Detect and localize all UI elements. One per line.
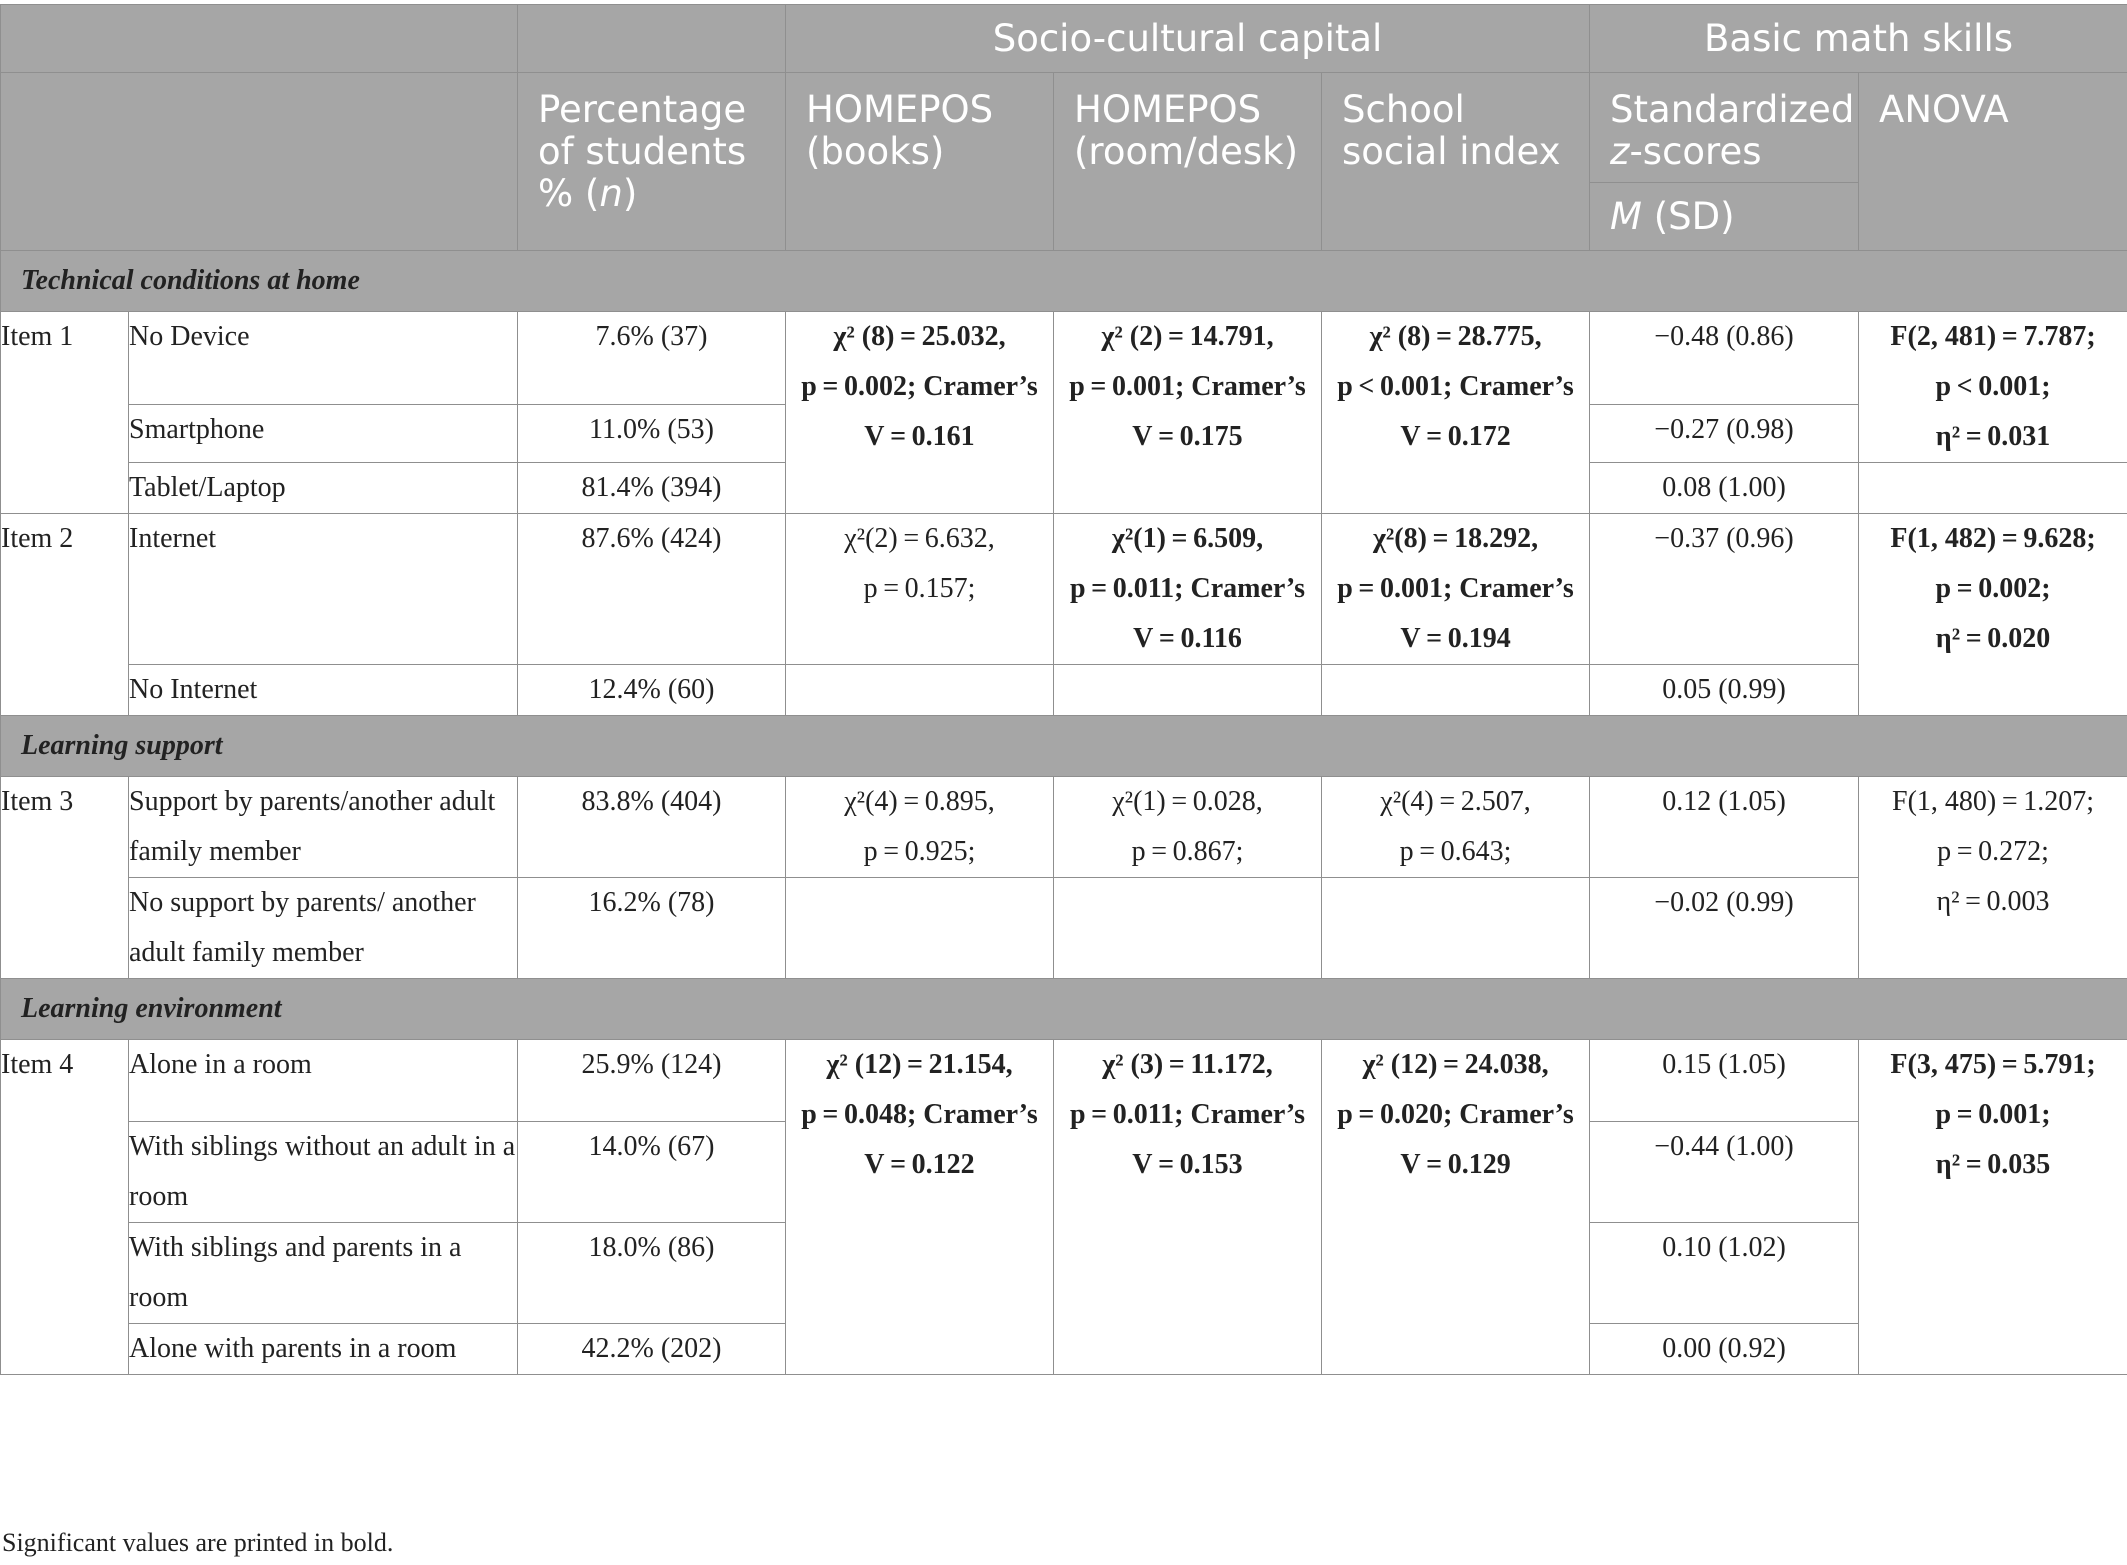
homepos-books-stat xyxy=(786,514,1054,665)
anova-stat xyxy=(1859,514,2127,716)
stat-line: p = 0.002; xyxy=(1935,573,2051,604)
homepos-room-stat xyxy=(1054,1040,1322,1375)
stat-line: χ²(2) = 6.632, xyxy=(844,523,995,554)
category-cell: With siblings without an adult in a room xyxy=(129,1122,518,1223)
header-homepos-room xyxy=(1054,73,1322,251)
header-zscores-z: z xyxy=(1610,130,1630,173)
header-percentage-n: n xyxy=(599,172,623,215)
header-group-sociocultural: Socio-cultural capital xyxy=(786,5,1590,73)
percentage-cell: 42.2% (202) xyxy=(518,1324,786,1375)
empty-cell xyxy=(786,665,1054,716)
header-percentage xyxy=(518,73,786,251)
empty-cell xyxy=(786,878,1054,979)
stat-line: χ²(1) = 0.028, xyxy=(1112,786,1263,817)
results-table xyxy=(0,4,2127,1375)
percentage-cell: 16.2% (78) xyxy=(518,878,786,979)
stat-line: p = 0.011; Cramer’s xyxy=(1069,1099,1306,1130)
header-blank-pct xyxy=(518,5,786,73)
stat-line: p = 0.272; xyxy=(1937,836,2049,867)
stat-line: V = 0.175 xyxy=(1132,421,1243,452)
section-row-learning-support xyxy=(1,716,2127,777)
table-row xyxy=(1,878,2127,979)
stat-line: χ²(1) = 6.509, xyxy=(1111,523,1264,554)
stat-line: p = 0.001; xyxy=(1935,1099,2051,1130)
school-index-stat xyxy=(1322,514,1590,665)
table-row xyxy=(1,312,2127,405)
section-title-learning-support: Learning support xyxy=(1,716,2127,777)
msd-cell: −0.02 (0.99) xyxy=(1590,878,1859,979)
school-index-stat xyxy=(1322,1040,1590,1375)
header-school-index xyxy=(1322,73,1590,251)
stat-line: χ² (2) = 14.791, xyxy=(1101,321,1274,352)
percentage-cell: 14.0% (67) xyxy=(518,1122,786,1223)
anova-stat xyxy=(1859,1040,2127,1375)
header-msd-sd: (SD) xyxy=(1641,194,1735,238)
stat-line: χ² (12) = 24.038, xyxy=(1362,1049,1549,1080)
msd-cell: −0.27 (0.98) xyxy=(1590,405,1859,463)
header-blank xyxy=(1,5,518,73)
stat-line: p < 0.001; xyxy=(1935,371,2051,402)
stat-line: p = 0.011; Cramer’s xyxy=(1069,573,1306,604)
percentage-cell: 12.4% (60) xyxy=(518,665,786,716)
item-label: Item 3 xyxy=(1,777,129,979)
header-blank-2 xyxy=(1,73,518,251)
footnote: Significant values are printed in bold. xyxy=(2,1528,394,1557)
school-index-stat xyxy=(1322,777,1590,878)
header-percentage-line2: of students xyxy=(538,130,747,173)
stat-line: χ² (3) = 11.172, xyxy=(1102,1049,1273,1080)
header-group-math: Basic math skills xyxy=(1590,5,2127,73)
homepos-books-stat xyxy=(786,777,1054,878)
stat-line: η² = 0.003 xyxy=(1936,886,2050,917)
stat-line: η² = 0.035 xyxy=(1935,1149,2051,1180)
table-row xyxy=(1,777,2127,878)
header-percentage-pct: % ( xyxy=(538,172,600,215)
stat-line: χ² (8) = 28.775, xyxy=(1369,321,1542,352)
category-cell: Tablet/Laptop xyxy=(129,463,518,514)
homepos-books-stat xyxy=(786,312,1054,514)
empty-cell xyxy=(1859,463,2127,514)
header-homepos-books-line2: (books) xyxy=(806,130,945,173)
empty-cell xyxy=(1054,878,1322,979)
header-percentage-close: ) xyxy=(622,172,638,215)
msd-cell: −0.48 (0.86) xyxy=(1590,312,1859,405)
stat-line: χ² (12) = 21.154, xyxy=(826,1049,1013,1080)
percentage-cell: 18.0% (86) xyxy=(518,1223,786,1324)
stat-line: p = 0.002; Cramer’s xyxy=(801,371,1038,402)
category-cell: Smartphone xyxy=(129,405,518,463)
stat-line: V = 0.161 xyxy=(864,421,975,452)
stat-line: V = 0.172 xyxy=(1400,421,1511,452)
empty-cell xyxy=(1054,665,1322,716)
category-cell: Support by parents/another adult family member xyxy=(129,777,518,878)
percentage-cell: 81.4% (394) xyxy=(518,463,786,514)
header-msd-m: M xyxy=(1610,194,1642,238)
stat-line: V = 0.122 xyxy=(864,1149,975,1180)
percentage-cell: 25.9% (124) xyxy=(518,1040,786,1122)
header-row-columns xyxy=(1,73,2127,183)
msd-cell: 0.15 (1.05) xyxy=(1590,1040,1859,1122)
category-cell: Alone with parents in a room xyxy=(129,1324,518,1375)
stat-line: p = 0.020; Cramer’s xyxy=(1337,1099,1574,1130)
homepos-books-stat xyxy=(786,1040,1054,1375)
percentage-cell: 7.6% (37) xyxy=(518,312,786,405)
homepos-room-stat xyxy=(1054,514,1322,665)
stat-line: p = 0.048; Cramer’s xyxy=(801,1099,1038,1130)
header-msd xyxy=(1590,183,1859,251)
stat-line: p = 0.001; Cramer’s xyxy=(1337,573,1574,604)
stat-line: p < 0.001; Cramer’s xyxy=(1337,371,1574,402)
stat-line: V = 0.153 xyxy=(1132,1149,1243,1180)
category-cell: No Internet xyxy=(129,665,518,716)
header-homepos-books xyxy=(786,73,1054,251)
empty-cell xyxy=(1322,878,1590,979)
homepos-room-stat xyxy=(1054,312,1322,514)
msd-cell: 0.12 (1.05) xyxy=(1590,777,1859,878)
stat-line: V = 0.194 xyxy=(1400,623,1511,654)
stat-line: η² = 0.031 xyxy=(1935,421,2051,452)
header-zscores xyxy=(1590,73,1859,183)
category-cell: No Device xyxy=(129,312,518,405)
stat-line: F(1, 482) = 9.628; xyxy=(1890,523,2096,554)
header-homepos-room-line2: (room/desk) xyxy=(1074,130,1299,173)
stat-line: p = 0.867; xyxy=(1131,836,1244,867)
section-title-technical: Technical conditions at home xyxy=(1,251,2127,312)
header-zscores-rest: -scores xyxy=(1629,130,1762,173)
stat-line: χ²(8) = 18.292, xyxy=(1372,523,1539,554)
table-row xyxy=(1,665,2127,716)
msd-cell: −0.37 (0.96) xyxy=(1590,514,1859,665)
stat-line: χ² (8) = 25.032, xyxy=(833,321,1006,352)
table-row xyxy=(1,514,2127,665)
stat-line: η² = 0.020 xyxy=(1935,623,2051,654)
header-zscores-line1: Standardized xyxy=(1610,88,1855,131)
category-cell: No support by parents/ another adult family member xyxy=(129,878,518,979)
school-index-stat xyxy=(1322,312,1590,514)
header-homepos-room-line1: HOMEPOS xyxy=(1074,88,1262,131)
percentage-cell: 11.0% (53) xyxy=(518,405,786,463)
header-homepos-books-line1: HOMEPOS xyxy=(806,88,994,131)
item-label: Item 1 xyxy=(1,312,129,514)
percentage-cell: 83.8% (404) xyxy=(518,777,786,878)
msd-cell: 0.05 (0.99) xyxy=(1590,665,1859,716)
msd-cell: −0.44 (1.00) xyxy=(1590,1122,1859,1223)
msd-cell: 0.10 (1.02) xyxy=(1590,1223,1859,1324)
homepos-room-stat xyxy=(1054,777,1322,878)
item-label: Item 4 xyxy=(1,1040,129,1375)
category-cell: Alone in a room xyxy=(129,1040,518,1122)
stat-line: V = 0.129 xyxy=(1400,1149,1511,1180)
section-row-learning-environment xyxy=(1,979,2127,1040)
section-title-learning-environment: Learning environment xyxy=(1,979,2127,1040)
section-row-technical xyxy=(1,251,2127,312)
category-cell: Internet xyxy=(129,514,518,665)
header-anova: ANOVA xyxy=(1859,73,2127,251)
stat-line: p = 0.925; xyxy=(863,836,976,867)
percentage-cell: 87.6% (424) xyxy=(518,514,786,665)
stat-line: χ²(4) = 0.895, xyxy=(844,786,995,817)
msd-cell: 0.08 (1.00) xyxy=(1590,463,1859,514)
stat-line: F(2, 481) = 7.787; xyxy=(1890,321,2096,352)
stat-line: χ²(4) = 2.507, xyxy=(1380,786,1531,817)
header-school-index-line2: social index xyxy=(1342,130,1561,173)
stat-line: F(1, 480) = 1.207; xyxy=(1892,786,2095,817)
stat-line: p = 0.643; xyxy=(1399,836,1512,867)
stat-line: V = 0.116 xyxy=(1133,623,1242,654)
anova-stat xyxy=(1859,777,2127,979)
stat-line: p = 0.001; Cramer’s xyxy=(1069,371,1306,402)
stat-line: F(3, 475) = 5.791; xyxy=(1890,1049,2096,1080)
msd-cell: 0.00 (0.92) xyxy=(1590,1324,1859,1375)
category-cell: With siblings and parents in a room xyxy=(129,1223,518,1324)
anova-stat xyxy=(1859,312,2127,463)
empty-cell xyxy=(1322,665,1590,716)
item-label: Item 2 xyxy=(1,514,129,716)
stat-line: p = 0.157; xyxy=(863,573,976,604)
header-percentage-line1: Percentage xyxy=(538,88,747,131)
header-row-groups xyxy=(1,5,2127,73)
table-row xyxy=(1,1040,2127,1122)
header-school-index-line1: School xyxy=(1342,88,1465,131)
